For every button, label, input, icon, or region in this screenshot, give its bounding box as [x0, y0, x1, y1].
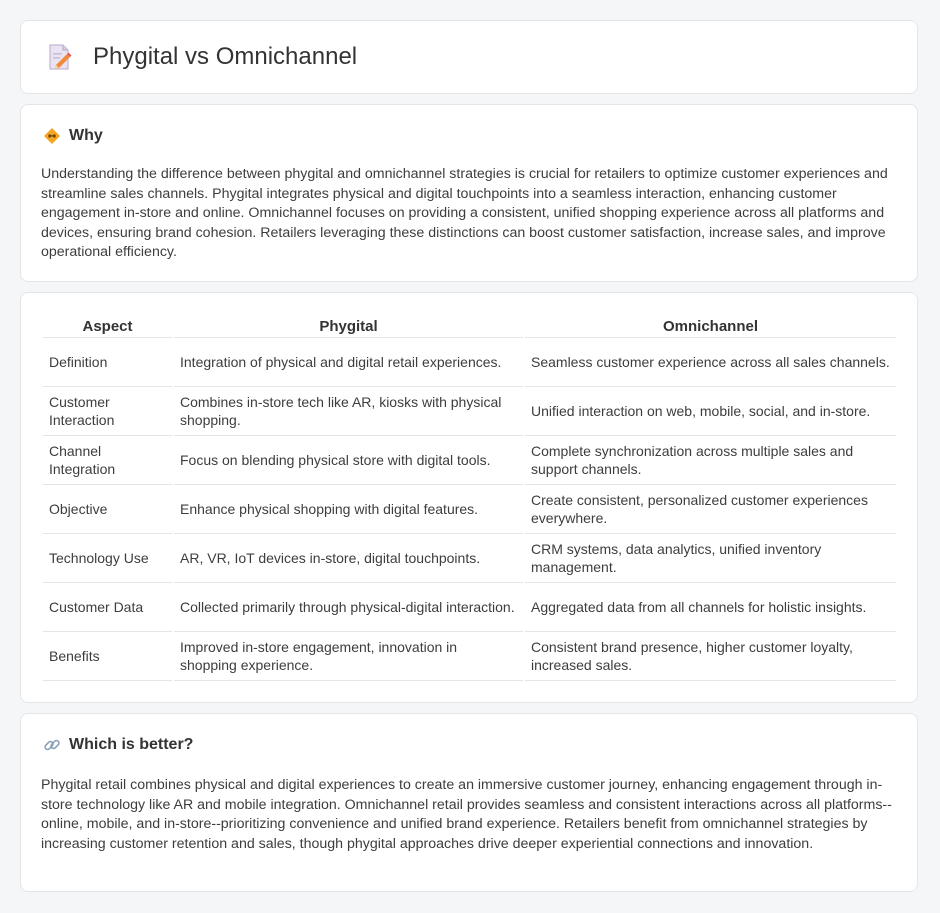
row-omnichannel: Unified interaction on web, mobile, social, and in-store.	[525, 387, 896, 436]
table-row	[43, 534, 896, 583]
row-phygital: Collected primarily through physical-digital interaction.	[174, 583, 523, 632]
link-icon	[43, 736, 61, 754]
row-aspect: Definition	[43, 338, 172, 387]
header-phygital: Phygital	[174, 315, 523, 338]
table-row	[43, 485, 896, 534]
row-omnichannel: Complete synchronization across multiple sales and support channels.	[525, 436, 896, 485]
better-heading-row	[43, 736, 193, 754]
table-header-row	[43, 315, 896, 338]
table-row	[43, 338, 896, 387]
better-heading: Which is better?	[69, 736, 194, 753]
row-aspect: Customer Data	[43, 583, 172, 632]
row-aspect: Benefits	[43, 632, 172, 681]
row-aspect: Technology Use	[43, 534, 172, 583]
comparison-table	[41, 315, 898, 681]
row-omnichannel: Aggregated data from all channels for holistic insights.	[525, 583, 896, 632]
document-pencil-icon	[47, 43, 73, 71]
row-omnichannel: Create consistent, personalized customer experiences everywhere.	[525, 485, 896, 534]
title-card	[20, 20, 918, 94]
header-omnichannel: Omnichannel	[525, 315, 896, 338]
why-heading: Why	[69, 127, 103, 144]
why-card	[20, 104, 918, 282]
header-aspect: Aspect	[43, 315, 172, 338]
row-phygital: Improved in-store engagement, innovation in shopping experience.	[174, 632, 523, 681]
row-aspect: Objective	[43, 485, 172, 534]
why-heading-row	[43, 127, 103, 145]
page-title: Phygital vs Omnichannel	[93, 43, 358, 70]
row-phygital: Focus on blending physical store with digital tools.	[174, 436, 523, 485]
row-phygital: AR, VR, IoT devices in-store, digital touchpoints.	[174, 534, 523, 583]
table-row	[43, 632, 896, 681]
row-phygital: Enhance physical shopping with digital features.	[174, 485, 523, 534]
table-row	[43, 583, 896, 632]
table-row	[43, 436, 896, 485]
diamond-sign-icon	[43, 127, 61, 145]
row-omnichannel: Seamless customer experience across all sales channels.	[525, 338, 896, 387]
row-phygital: Integration of physical and digital retail experiences.	[174, 338, 523, 387]
which-is-better-card	[20, 713, 918, 892]
better-text: Phygital retail combines physical and digital experiences to create an immersive customer journey, enhancing engagement through in-store technology like AR and mobile integration. Omnichannel retail provides seamless and consistent interactions across all platforms--online, mobile, and in-store--prioritizing convenience and unified brand experience. Retailers benefit from omnichannel strategies by increasing customer retention and sales, though phygital approaches drive deeper experiential connections and innovation.	[41, 777, 892, 852]
row-aspect: Customer Interaction	[43, 387, 172, 436]
table-row	[43, 387, 896, 436]
row-omnichannel: CRM systems, data analytics, unified inventory management.	[525, 534, 896, 583]
row-aspect: Channel Integration	[43, 436, 172, 485]
why-text: Understanding the difference between phygital and omnichannel strategies is crucial for retailers to optimize customer experiences and streamline sales channels. Phygital integrates physical and digital touchpoints into a seamless interaction, enhancing customer engagement in-store and online. Omnichannel focuses on providing a consistent, unified shopping experience across all platforms and devices, ensuring brand cohesion. Retailers leveraging these distinctions can boost customer satisfaction, increase sales, and improve operational efficiency.	[41, 166, 888, 261]
row-omnichannel: Consistent brand presence, higher customer loyalty, increased sales.	[525, 632, 896, 681]
comparison-table-card	[20, 292, 918, 703]
title-row	[47, 43, 357, 71]
row-phygital: Combines in-store tech like AR, kiosks with physical shopping.	[174, 387, 523, 436]
